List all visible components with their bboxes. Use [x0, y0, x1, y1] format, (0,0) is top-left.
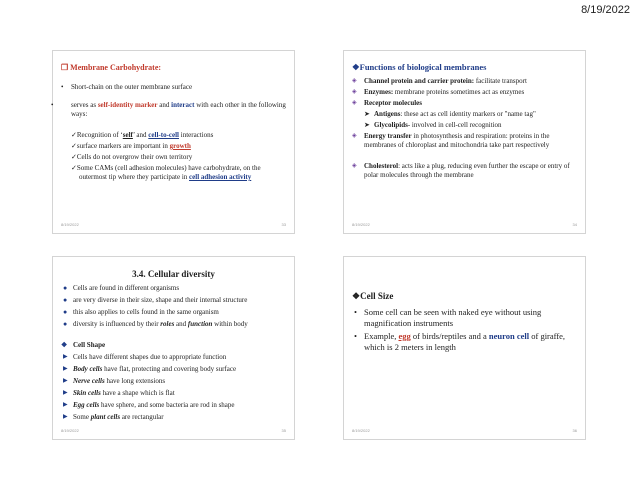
- page-number: 36: [572, 428, 577, 433]
- triangle-icon: ▶: [63, 378, 68, 384]
- checkbox-bullet-icon: ❐: [61, 63, 69, 72]
- list-item: ◈ Receptor molecules: [352, 99, 422, 107]
- list-item: ▶ Some plant cells are rectangular: [63, 413, 164, 421]
- page-number: 34: [572, 222, 577, 227]
- triangle-icon: ▶: [63, 366, 68, 372]
- triangle-icon: ▶: [63, 402, 68, 408]
- slide-footer: 8/19/2022 35: [61, 428, 286, 433]
- diamond-bullet-icon: ❖: [352, 62, 360, 72]
- sub-item: ➤ Antigens: these act as cell identity markers or "name tag": [364, 110, 536, 118]
- slide-functions-membranes[interactable]: [343, 50, 586, 234]
- check-item: ✓Recognition of ‘self’ and cell-to-cell interactions: [71, 131, 214, 139]
- page-number: 35: [281, 428, 286, 433]
- bullet-item: • Short-chain on the outer membrane surface: [61, 83, 193, 91]
- list-item: ▶ Cells have different shapes due to appropriate function: [63, 353, 227, 361]
- slide-title: 3.4. Cellular diversity: [132, 269, 215, 279]
- diamond-icon: ◈: [352, 100, 357, 106]
- bullet-item: • serves as self-identity marker and interact with each other in the following ways:: [51, 101, 286, 118]
- check-icon: ✓: [71, 164, 77, 172]
- list-item: ● Cells are found in different organisms: [63, 284, 180, 292]
- arrow-icon: ➤: [364, 121, 370, 129]
- check-item: ✓surface markers are important in growth: [71, 142, 191, 150]
- slide-membrane-carbohydrate[interactable]: [52, 50, 295, 234]
- diamond-icon: ◈: [352, 133, 357, 139]
- check-item: ✓Some CAMs (cell adhesion molecules) have carbohydrate, on the outermost tip where they participate in cell adhesion activity: [71, 164, 261, 181]
- list-item: ▶ Nerve cells have long extensions: [63, 377, 166, 385]
- slide-cellular-diversity[interactable]: [52, 256, 295, 440]
- triangle-icon: ▶: [63, 390, 68, 396]
- diamond-bullet-icon: ❖: [352, 291, 361, 301]
- triangle-icon: ▶: [63, 354, 68, 360]
- list-item: ● diversity is influenced by their roles and function within body: [63, 320, 248, 328]
- slide-title: ❖Functions of biological membranes: [352, 62, 487, 72]
- slide-footer: 8/19/2022 36: [352, 428, 577, 433]
- bullet-item: • Some cell can be seen with naked eye without using magnification instruments: [354, 307, 542, 328]
- arrow-icon: ➤: [364, 110, 370, 118]
- check-icon: ✓: [71, 153, 77, 161]
- page-number: 33: [281, 222, 286, 227]
- diamond-icon: ◈: [352, 89, 357, 95]
- list-item: ● are very diverse in their size, shape and their internal structure: [63, 296, 248, 304]
- print-date: 8/19/2022: [581, 4, 630, 16]
- list-item: ◈ Channel protein and carrier protein: facilitate transport: [352, 77, 527, 85]
- subsection-title: ❖ Cell Shape: [61, 341, 106, 349]
- triangle-icon: ▶: [63, 414, 68, 420]
- diamond-icon: ◈: [352, 163, 357, 169]
- slide-footer: 8/19/2022 33: [61, 222, 286, 227]
- check-item: ✓Cells do not overgrow their own territory: [71, 153, 193, 161]
- list-item: ▶ Body cells have flat, protecting and covering body surface: [63, 365, 237, 373]
- list-item: ● this also applies to cells found in the same organism: [63, 308, 219, 316]
- list-item: ◈ Enzymes: membrane proteins sometimes act as enzymes: [352, 88, 525, 96]
- diamond-bullet-icon: ❖: [61, 341, 68, 349]
- slide-title: ❖Cell Size: [352, 291, 394, 301]
- list-item: ▶ Egg cells have sphere, and some bacteria are rod in shape: [63, 401, 235, 409]
- slide-footer: 8/19/2022 34: [352, 222, 577, 227]
- diamond-icon: ◈: [352, 78, 357, 84]
- slide-title: ❐ Membrane Carbohydrate:: [61, 63, 162, 72]
- check-icon: ✓: [71, 142, 77, 150]
- bullet-item: • Example, egg of birds/reptiles and a neuron cell of giraffe, which is 2 meters in length: [354, 331, 566, 352]
- sub-item: ➤ Glycolipids- involved in cell-cell recognition: [364, 121, 502, 129]
- list-item: ◈ Energy transfer in photosynthesis and respiration: proteins in the membranes of chloroplast and mitochondria take part respectively: [352, 132, 550, 149]
- list-item: ◈ Cholesterol: acts like a plug, reducing even further the escape or entry of polar molecules through the membrane: [352, 162, 570, 179]
- list-item: ▶ Skin cells have a shape which is flat: [63, 389, 175, 397]
- slide-cell-size[interactable]: [343, 256, 586, 440]
- check-icon: ✓: [71, 131, 77, 139]
